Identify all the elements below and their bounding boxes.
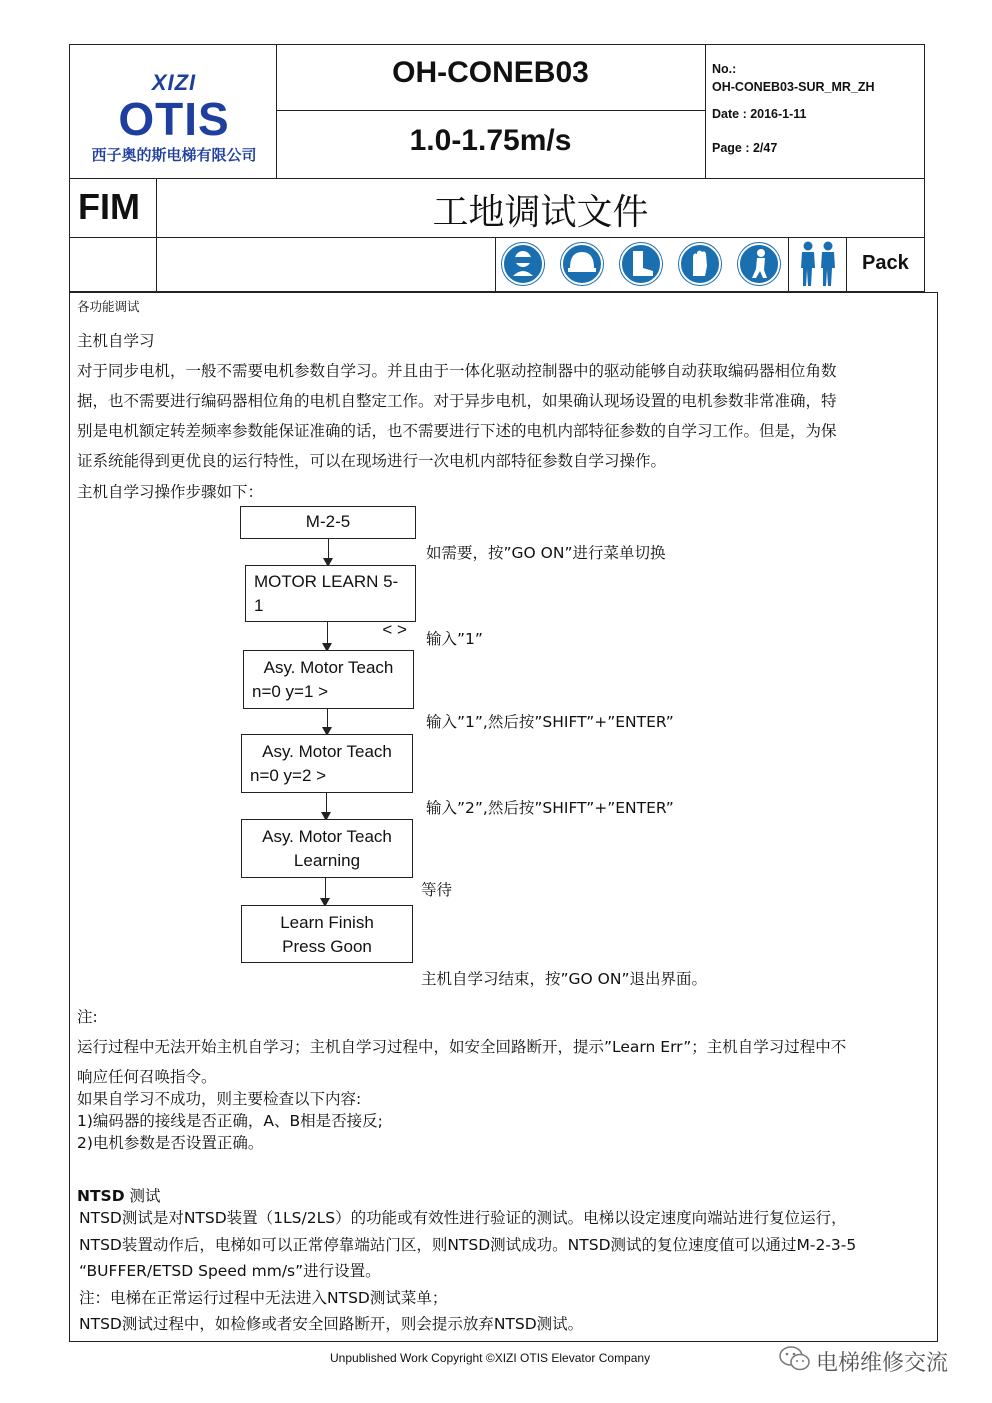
- doc-number-label: No.:: [712, 62, 737, 76]
- list-item: 1)编码器的接线是否正确，A、B相是否接反;: [77, 1112, 383, 1130]
- paragraph-line: 注：电梯在正常运行过程中无法进入NTSD测试菜单；: [79, 1288, 448, 1307]
- doc-date: Date : 2016-1-11: [712, 107, 807, 121]
- flow-box-text: Asy. Motor Teach: [262, 742, 392, 761]
- two-persons-icon: [796, 240, 840, 288]
- flow-box-text: Press Goon: [282, 937, 372, 956]
- copyright-footer: Unpublished Work Copyright ©XIZI OTIS Elevator Company: [330, 1351, 651, 1365]
- list-item: 如果自学习不成功，则主要检查以下内容:: [77, 1090, 362, 1108]
- logo-xizi-text: XIZI: [151, 70, 197, 95]
- flow-box-text: n=0 y=1 >: [252, 682, 329, 701]
- flow-box-text: n=0 y=2 >: [250, 766, 327, 785]
- paragraph-line: 响应任何召唤指令。: [77, 1068, 217, 1086]
- header-divider: [69, 178, 925, 179]
- flow-box-text: Learning: [293, 851, 361, 870]
- paragraph-line: 对于同步电机，一般不需要电机参数自学习。并且由于一体化驱动控制器中的驱动能够自动获取编码器相位角数: [77, 362, 837, 380]
- fim-label: FIM: [78, 186, 140, 227]
- motor-learn-paragraph: [77, 356, 937, 476]
- flow-label: 输入”1”: [426, 630, 483, 648]
- paragraph-line: NTSD装置动作后，电梯如可以正常停靠端站门区，则NTSD测试成功。NTSD测试的复位速度值可以通过M-2-3-5: [79, 1235, 857, 1254]
- paragraph-line: NTSD测试是对NTSD装置（1LS/2LS）的功能或有效性进行验证的测试。电梯以设定速度向端站进行复位运行，: [79, 1209, 847, 1227]
- flow-label: 等待: [421, 881, 453, 899]
- flow-arrow: [327, 709, 328, 734]
- helmet-icon: [560, 242, 604, 286]
- logo-company-name: 西子奥的斯电梯有限公司: [91, 146, 257, 164]
- paragraph-line: NTSD测试过程中，如检修或者安全回路断开，则会提示放弃NTSD测试。: [79, 1315, 584, 1333]
- paragraph-line: 证系统能得到更优良的运行特性，可以在现场进行一次电机内部特征参数自学习操作。: [77, 452, 667, 470]
- header-divider: [788, 237, 789, 292]
- flow-arrow: [328, 539, 329, 565]
- ntsd-heading-rest: 测试: [124, 1187, 161, 1205]
- check-list: [77, 1088, 383, 1154]
- harness-icon: [737, 242, 781, 286]
- flow-label: 如需要，按”GO ON”进行菜单切换: [426, 544, 666, 562]
- ntsd-paragraph: [79, 1205, 937, 1338]
- flow-label: 主机自学习结束，按”GO ON”退出界面。: [421, 970, 707, 988]
- motor-learn-heading: 主机自学习: [77, 332, 155, 350]
- paragraph-line: 据，也不需要进行编码器相位角的电机自整定工作。对于异步电机，如果确认现场设置的电机参数非常准确，特: [77, 392, 837, 410]
- ntsd-heading-bold: NTSD: [77, 1187, 125, 1205]
- flow-box-text: Asy. Motor Teach: [263, 658, 394, 677]
- note-paragraph: [77, 1032, 937, 1092]
- flow-box-text: < >: [382, 620, 407, 639]
- safety-boot-icon: [619, 242, 663, 286]
- note-label: 注:: [77, 1008, 98, 1026]
- header-divider: [69, 237, 925, 238]
- logo-otis-text: OTIS: [118, 93, 230, 145]
- document-title: 工地调试文件: [432, 192, 649, 233]
- watermark-text: 电梯维修交流: [816, 1351, 949, 1376]
- flow-box-finish: [241, 905, 413, 963]
- flow-box-teach-2: [241, 734, 413, 793]
- pack-label: Pack: [862, 252, 909, 274]
- page-number: Page : 2/47: [712, 141, 778, 155]
- steps-intro: 主机自学习操作步骤如下：: [77, 483, 264, 501]
- doc-number: OH-CONEB03-SUR_MR_ZH: [712, 80, 875, 94]
- flow-arrow: [326, 793, 327, 819]
- paragraph-line: 运行过程中无法开始主机自学习；主机自学习过程中，如安全回路断开，提示”Learn Err”；主机自学习过程中不: [77, 1038, 847, 1056]
- header-divider: [846, 237, 847, 292]
- flow-box-text: Asy. Motor Teach: [262, 827, 392, 846]
- speed-range: 1.0-1.75m/s: [409, 124, 572, 157]
- flow-box-menu: [240, 506, 416, 539]
- header-divider: [495, 237, 496, 292]
- flow-box-text: MOTOR LEARN 5-1: [254, 572, 399, 615]
- header-divider: [705, 44, 706, 178]
- flow-label: 输入”1”,然后按”SHIFT”+”ENTER”: [426, 713, 674, 731]
- header-divider: [276, 110, 705, 111]
- flow-box-learning: [241, 819, 413, 878]
- paragraph-line: 别是电机额定转差频率参数能保证准确的话，也不需要进行下述的电机内部特征参数的自学习工作。但是，为保: [77, 422, 837, 440]
- flow-box-text: Learn Finish: [280, 913, 374, 932]
- list-item: 2)电机参数是否设置正确。: [77, 1134, 264, 1152]
- doc-code: OH-CONEB03: [392, 56, 589, 89]
- flow-arrow: [325, 878, 326, 905]
- flow-box-teach-1: [243, 650, 414, 709]
- ntsd-heading: [77, 1184, 161, 1206]
- section-label: 各功能调试: [77, 299, 140, 314]
- paragraph-line: “BUFFER/ETSD Speed mm/s”进行设置。: [79, 1262, 381, 1280]
- wechat-icon: [778, 1344, 812, 1378]
- company-logo: [72, 70, 276, 165]
- flow-arrow: [327, 622, 328, 650]
- goggles-icon: [501, 242, 545, 286]
- flow-box-text: M-2-5: [305, 512, 351, 531]
- flow-label: 输入”2”,然后按”SHIFT”+”ENTER”: [426, 799, 674, 817]
- glove-icon: [678, 242, 722, 286]
- flow-box-motor-learn: [245, 565, 416, 639]
